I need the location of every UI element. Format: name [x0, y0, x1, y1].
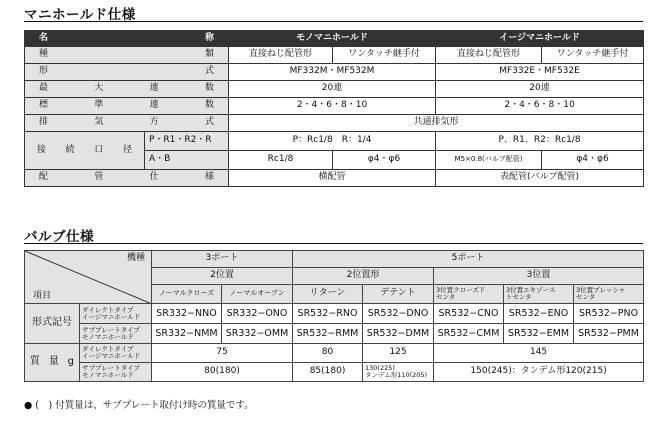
model-direct-val: SR332−NNO — [152, 304, 222, 324]
manifold-row-max — [25, 81, 644, 98]
port-mono-2b: φ4・φ6 — [333, 151, 436, 170]
manifold-title-rule — [24, 21, 643, 22]
header-detent: デテント — [363, 285, 434, 304]
label-char: 式 — [204, 66, 214, 77]
label-char: 仕 — [149, 172, 159, 183]
exhaust-value: 共通排気形 — [229, 115, 644, 132]
label-char: 準 — [94, 100, 104, 111]
manifold-header-row — [25, 31, 644, 47]
label-char: 気 — [94, 117, 104, 128]
valve-title-rule — [24, 243, 643, 244]
port-sub-2: A・B — [145, 151, 229, 170]
manifold-spec-table — [24, 30, 644, 187]
header-name-char-2: 称 — [204, 32, 214, 43]
header-closed-center — [434, 285, 504, 304]
label-char: 排 — [39, 117, 49, 128]
mass-label-char: 量 — [48, 356, 59, 368]
mass-direct-3pos: 145 — [434, 344, 644, 363]
max-mono: 20連 — [229, 81, 436, 98]
label-char: 口 — [94, 144, 104, 155]
label-char: 径 — [122, 144, 132, 155]
header-pc-line-2: センタ — [576, 293, 596, 301]
mass-direct-return: 80 — [293, 344, 363, 363]
label-char: 配 — [39, 172, 49, 183]
label-char: 形 — [39, 66, 49, 77]
port-mono-2a: Rc1/8 — [229, 151, 333, 170]
port-easy-1: P、R1、R2：Rc1/8 — [436, 132, 644, 151]
port-sub-1: P・R1・R2・R — [145, 132, 229, 151]
piping-mono: 横配管 — [229, 170, 436, 187]
mass-sub-3port: 80(180) — [152, 363, 293, 382]
mass-sub-detent — [363, 363, 434, 382]
mass-sub-3pos: 150(245)：タンデム形120(215) — [434, 363, 644, 382]
header-normal-open: ノーマルオープン — [222, 285, 293, 304]
type-mono-a: 直接ねじ配管形 — [229, 47, 333, 64]
label-char: 数 — [204, 100, 214, 111]
direct-line-1: ダイレクトタイプ — [82, 305, 134, 314]
model-sub-val: SR532−DMM — [363, 324, 434, 344]
mass-sub-return: 85(180) — [293, 363, 363, 382]
header-3port: 3ポート — [152, 251, 293, 268]
model-label: 形式記号 — [25, 304, 80, 344]
header-cc-line-1: 3位置クローズド — [436, 286, 486, 295]
header-name-char-1: 名 — [39, 32, 49, 43]
sub-line-1: サブプレートタイプ — [82, 325, 140, 334]
valve-section-title: バルブ仕様 — [24, 229, 94, 245]
header-5port: 5ポート — [293, 251, 644, 268]
label-char: 式 — [204, 117, 214, 128]
model-sub-val: SR532−PMM — [574, 324, 644, 344]
model-direct-val: SR532−ENO — [504, 304, 574, 324]
mass-label — [25, 344, 80, 382]
header-mono-manifold: モノマニホールド — [229, 31, 436, 47]
port-easy-2a: M5×0.8(バルブ配管) — [436, 151, 542, 170]
label-char: 種 — [39, 49, 49, 60]
type-easy-a: 直接ねじ配管形 — [436, 47, 542, 64]
model-easy: MF332E・MF532E — [436, 64, 644, 81]
label-char: 方 — [149, 117, 159, 128]
piping-easy: 表配管(バルブ配管) — [436, 170, 644, 187]
model-sub-type — [80, 324, 152, 344]
model-row-direct — [25, 304, 644, 324]
model-direct-val: SR532−RNO — [293, 304, 363, 324]
header-kind: 機種 — [126, 253, 145, 263]
manifold-section-title: マニホールド仕様 — [24, 7, 136, 23]
sub-det-line-1: 130(225) — [365, 364, 395, 373]
label-char: 類 — [204, 49, 214, 60]
header-pressure-center — [574, 285, 644, 304]
header-normal-close: ノーマルクローズ — [152, 285, 222, 304]
direct-line-1: ダイレクトタイプ — [82, 345, 134, 354]
label-char: 様 — [204, 172, 214, 183]
type-mono-b: ワンタッチ継手付 — [333, 47, 436, 64]
manifold-row-type — [25, 47, 644, 64]
port-mono-1: P：Rc1/8 R：1/4 — [229, 132, 436, 151]
model-sub-val: SR332−OMM — [222, 324, 293, 344]
model-direct-val: SR532−DNO — [363, 304, 434, 324]
std-mono: 2・4・6・8・10 — [229, 98, 436, 115]
manifold-row-port-1 — [25, 132, 644, 151]
model-sub-val: SR532−CMM — [434, 324, 504, 344]
header-ec-line-2: トセンタ — [506, 293, 532, 301]
valve-spec-table — [24, 250, 644, 382]
direct-line-2: イージマニホールド — [82, 312, 141, 321]
label-char: 標 — [39, 100, 49, 111]
footnote: ● ( ) 付質量は、サブプレート取付け時の質量です。 — [24, 400, 254, 411]
sub-line-2: モノマニホールド — [82, 332, 134, 341]
mass-direct-type — [80, 344, 152, 363]
header-2pos: 2位置 — [152, 268, 293, 285]
type-easy-b: ワンタッチ継手付 — [542, 47, 644, 64]
model-sub-val: SR532−RMM — [293, 324, 363, 344]
header-item: 項目 — [33, 290, 52, 301]
max-easy: 20連 — [436, 81, 644, 98]
header-ec-line-1: 3位置エキゾース — [506, 286, 556, 295]
label-char: 連 — [149, 100, 159, 111]
header-pc-line-1: 3位置プレッシャ — [576, 286, 626, 295]
model-direct-val: SR532−CNO — [434, 304, 504, 324]
header-corner — [25, 251, 152, 304]
header-exhaust-center — [504, 285, 574, 304]
std-easy: 2・4・6・8・10 — [436, 98, 644, 115]
valve-header-row-1 — [25, 251, 644, 268]
header-2pos-type: 2位置形 — [293, 268, 434, 285]
mass-direct-detent: 125 — [363, 344, 434, 363]
manifold-row-exhaust — [25, 115, 644, 132]
sub-line-2: モノマニホールド — [82, 371, 134, 379]
model-direct-val: SR332−ONO — [222, 304, 293, 324]
manifold-row-model — [25, 64, 644, 81]
label-char: 連 — [149, 83, 159, 94]
manifold-row-std — [25, 98, 644, 115]
sub-det-line-2: タンデム形110(205) — [365, 371, 428, 379]
header-easy-manifold: イージマニホールド — [436, 31, 644, 47]
label-char: 管 — [94, 172, 104, 183]
manifold-row-piping — [25, 170, 644, 187]
model-sub-val: SR532−EMM — [504, 324, 574, 344]
direct-line-2: イージマニホールド — [82, 352, 141, 360]
mass-label-char: 質 — [30, 356, 40, 368]
model-direct-type — [80, 304, 152, 324]
header-return: リターン — [293, 285, 363, 304]
label-char: 数 — [204, 83, 214, 94]
port-easy-2b: φ4・φ6 — [542, 151, 644, 170]
label-char: 最 — [39, 83, 49, 94]
header-cc-line-2: センタ — [436, 293, 456, 301]
mass-label-char: g — [67, 356, 74, 368]
mass-row-sub — [25, 363, 644, 382]
model-sub-val: SR332−NMM — [152, 324, 222, 344]
model-mono: MF332M・MF532M — [229, 64, 436, 81]
sub-line-1: サブプレートタイプ — [82, 364, 140, 373]
model-direct-val: SR532−PNO — [574, 304, 644, 324]
label-char: 続 — [65, 144, 75, 155]
mass-direct-3port: 75 — [152, 344, 293, 363]
label-char: 接 — [37, 144, 47, 155]
mass-sub-type — [80, 363, 152, 382]
mass-row-direct — [25, 344, 644, 363]
model-row-sub — [25, 324, 644, 344]
label-char: 大 — [94, 83, 104, 94]
header-3pos: 3位置 — [434, 268, 644, 285]
